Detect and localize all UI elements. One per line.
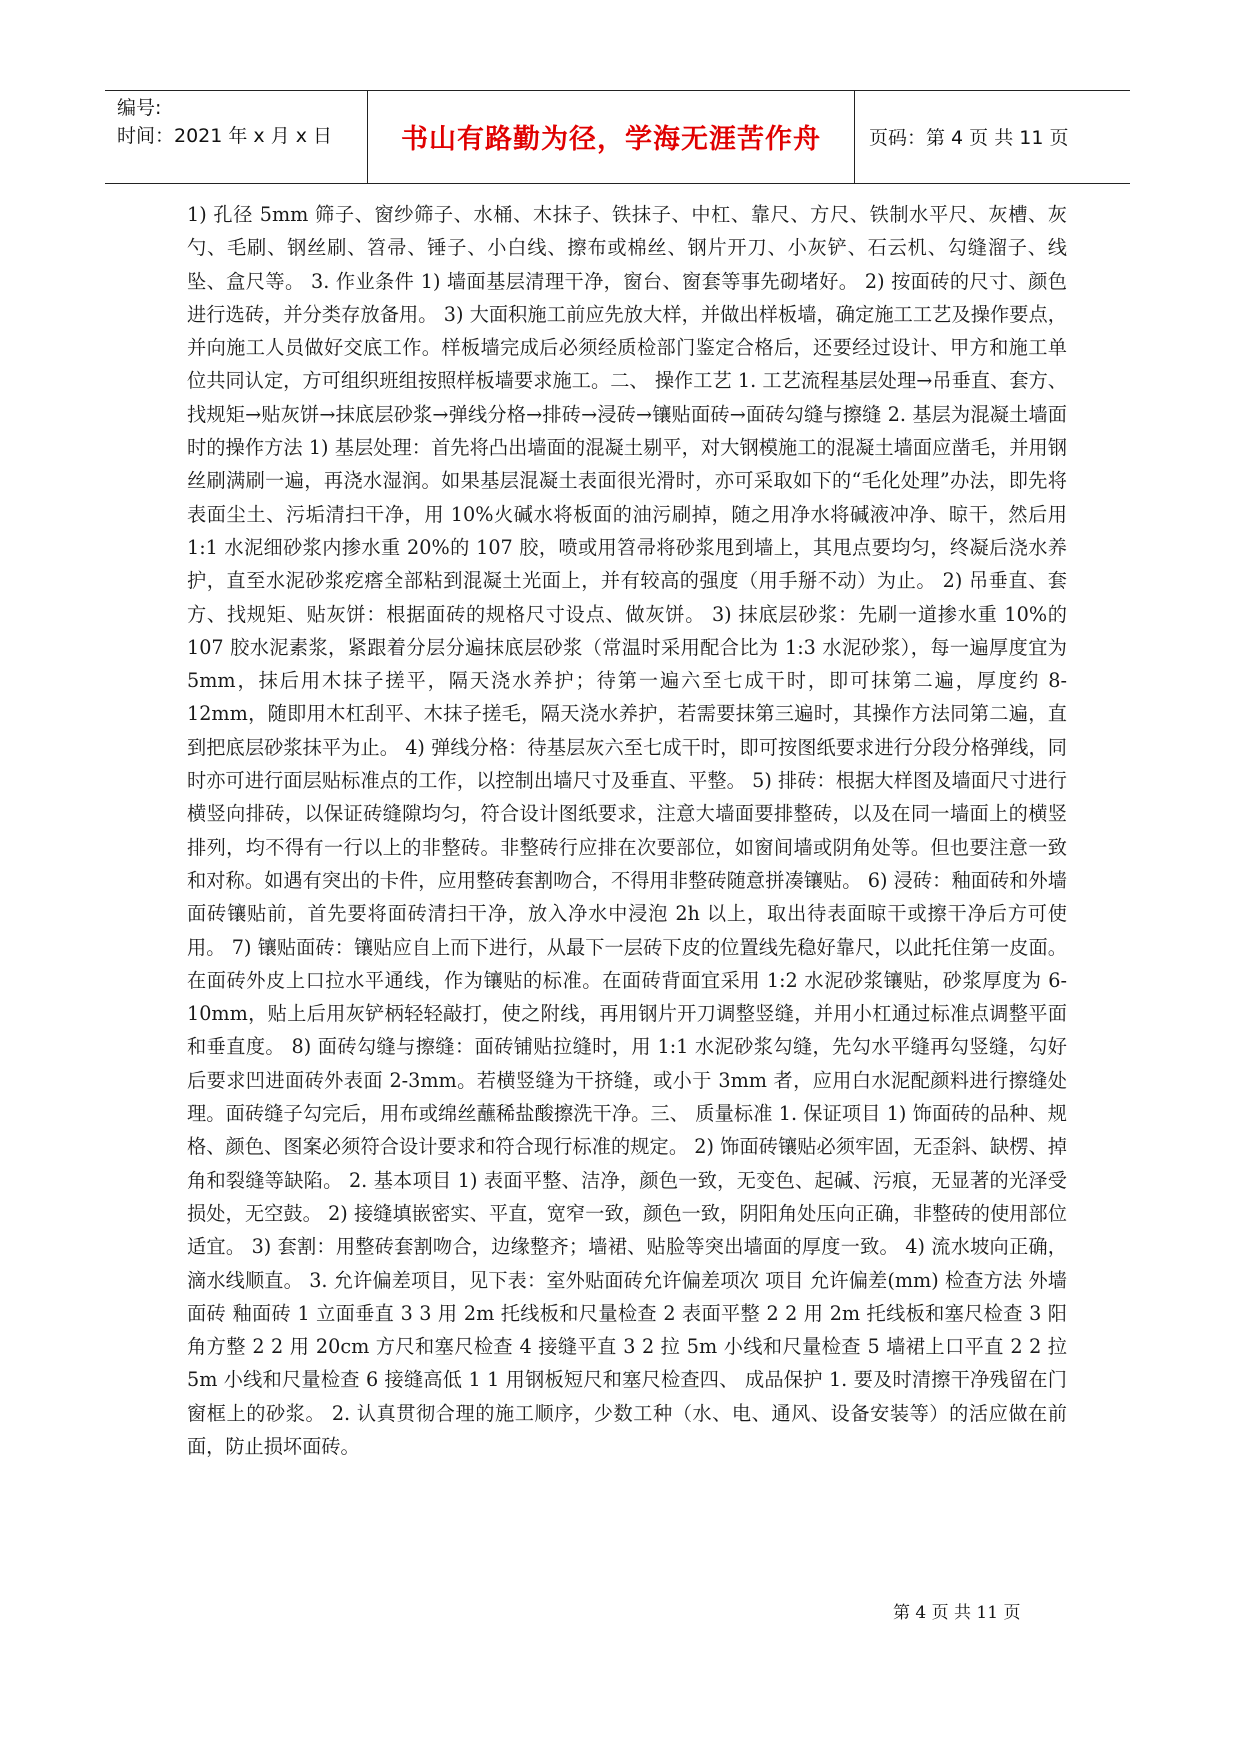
- header-motto-cell: [367, 91, 855, 183]
- body-paragraph: 1) 孔径 5mm 筛子、窗纱筛子、水桶、木抹子、铁抹子、中杠、靠尺、方尺、铁制水平尺、灰槽、灰勺、毛刷、钢丝刷、笤帚、锤子、小白线、擦布或棉丝、钢片开刀、小灰铲、石云机、勾缝溜子、线坠、盒尺等。 3. 作业条件 1) 墙面基层清理干净，窗台、窗套等事先砌堵好。 2) 按面砖的尺寸、颜色进行选砖，并分类存放备用。 3) 大面积施工前应先放大样，并做出样板墙，确定施工工艺及操作要点，并向施工人员做好交底工作。样板墙完成后必须经质检部门鉴定合格后，还要经过设计、甲方和施工单位共同认定，方可组织班组按照样板墙要求施工。二、 操作工艺 1. 工艺流程基层处理→吊垂直、套方、找规矩→贴灰饼→抹底层砂浆→弹线分格→排砖→浸砖→镶贴面砖→面砖勾缝与擦缝 2. 基层为混凝土墙面时的操作方法 1) 基层处理：首先将凸出墙面的混凝土剔平，对大钢模施工的混凝土墙面应凿毛，并用钢丝刷满刷一遍，再浇水湿润。如果基层混凝土表面很光滑时，亦可采取如下的“毛化处理”办法，即先将表面尘土、污垢清扫干净，用 10%火碱水将板面的油污刷掉，随之用净水将碱液冲净、晾干，然后用 1:1 水泥细砂浆内掺水重 20%的 107 胶，喷或用笤帚将砂浆甩到墙上，其甩点要均匀，终凝后浇水养护，直至水泥砂浆疙瘩全部粘到混凝土光面上，并有较高的强度（用手掰不动）为止。 2) 吊垂直、套方、找规矩、贴灰饼：根据面砖的规格尺寸设点、做灰饼。 3) 抹底层砂浆：先刷一道掺水重 10%的 107 胶水泥素浆，紧跟着分层分遍抹底层砂浆（常温时采用配合比为 1:3 水泥砂浆），每一遍厚度宜为 5mm，抹后用木抹子搓平，隔天浇水养护；待第一遍六至七成干时，即可抹第二遍，厚度约 8-12mm，随即用木杠刮平、木抹子搓毛，隔天浇水养护，若需要抹第三遍时，其操作方法同第二遍，直到把底层砂浆抹平为止。 4) 弹线分格：待基层灰六至七成干时，即可按图纸要求进行分段分格弹线，同时亦可进行面层贴标准点的工作，以控制出墙尺寸及垂直、平整。 5) 排砖：根据大样图及墙面尺寸进行横竖向排砖，以保证砖缝隙均匀，符合设计图纸要求，注意大墙面要排整砖，以及在同一墙面上的横竖排列，均不得有一行以上的非整砖。非整砖行应排在次要部位，如窗间墙或阴角处等。但也要注意一致和对称。如遇有突出的卡件，应用整砖套割吻合，不得用非整砖随意拼凑镶贴。 6) 浸砖：釉面砖和外墙面砖镶贴前，首先要将面砖清扫干净，放入净水中浸泡 2h 以上，取出待表面晾干或擦干净后方可使用。 7) 镶贴面砖：镶贴应自上而下进行，从最下一层砖下皮的位置线先稳好靠尺，以此托住第一皮面。在面砖外皮上口拉水平通线，作为镶贴的标准。在面砖背面宜采用 1:2 水泥砂浆镶贴，砂浆厚度为 6-10mm，贴上后用灰铲柄轻轻敲打，使之附线，再用钢片开刀调整竖缝，并用小杠通过标准点调整平面和垂直度。 8) 面砖勾缝与擦缝：面砖铺贴拉缝时，用 1:1 水泥砂浆勾缝，先勾水平缝再勾竖缝，勾好后要求凹进面砖外表面 2-3mm。若横竖缝为干挤缝，或小于 3mm 者，应用白水泥配颜料进行擦缝处理。面砖缝子勾完后，用布或绵丝蘸稀盐酸擦洗干净。三、 质量标准 1. 保证项目 1) 饰面砖的品种、规格、颜色、图案必须符合设计要求和符合现行标准的规定。 2) 饰面砖镶贴必须牢固，无歪斜、缺楞、掉角和裂缝等缺陷。 2. 基本项目 1) 表面平整、洁净，颜色一致，无变色、起碱、污痕，无显著的光泽受损处，无空鼓。 2) 接缝填嵌密实、平直，宽窄一致，颜色一致，阴阳角处压向正确，非整砖的使用部位适宜。 3) 套割：用整砖套割吻合，边缘整齐；墙裙、贴脸等突出墙面的厚度一致。 4) 流水坡向正确，滴水线顺直。 3. 允许偏差项目，见下表：室外贴面砖允许偏差项次 项目 允许偏差(mm) 检查方法 外墙面砖 釉面砖 1 立面垂直 3 3 用 2m 托线板和尺量检查 2 表面平整 2 2 用 2m 托线板和塞尺检查 3 阳角方整 2 2 用 20cm 方尺和塞尺检查 4 接缝平直 3 2 拉 5m 小线和尺量检查 5 墙裙上口平直 2 2 拉 5m 小线和尺量检查 6 接缝高低 1 1 用钢板短尺和塞尺检查四、 成品保护 1. 要及时清擦干净残留在门窗框上的砂浆。 2. 认真贯彻合理的施工顺序，少数工种（水、电、通风、设备安装等）的活应做在前面，防止损坏面砖。: [187, 203, 1067, 1458]
- page-header: [105, 90, 1130, 184]
- header-page-cell: [855, 91, 1130, 183]
- header-meta-cell: [105, 91, 367, 183]
- page-number-label: 页码：第 4 页 共 11 页: [869, 127, 1069, 149]
- time-label: 时间：2021 年 x 月 x 日: [117, 125, 333, 147]
- serial-label: 编号:: [117, 97, 162, 119]
- document-body: [187, 198, 1067, 1463]
- page-footer: 第 4 页 共 11 页: [893, 1603, 1021, 1623]
- motto-text: 书山有路勤为径，学海无涯苦作舟: [401, 124, 821, 155]
